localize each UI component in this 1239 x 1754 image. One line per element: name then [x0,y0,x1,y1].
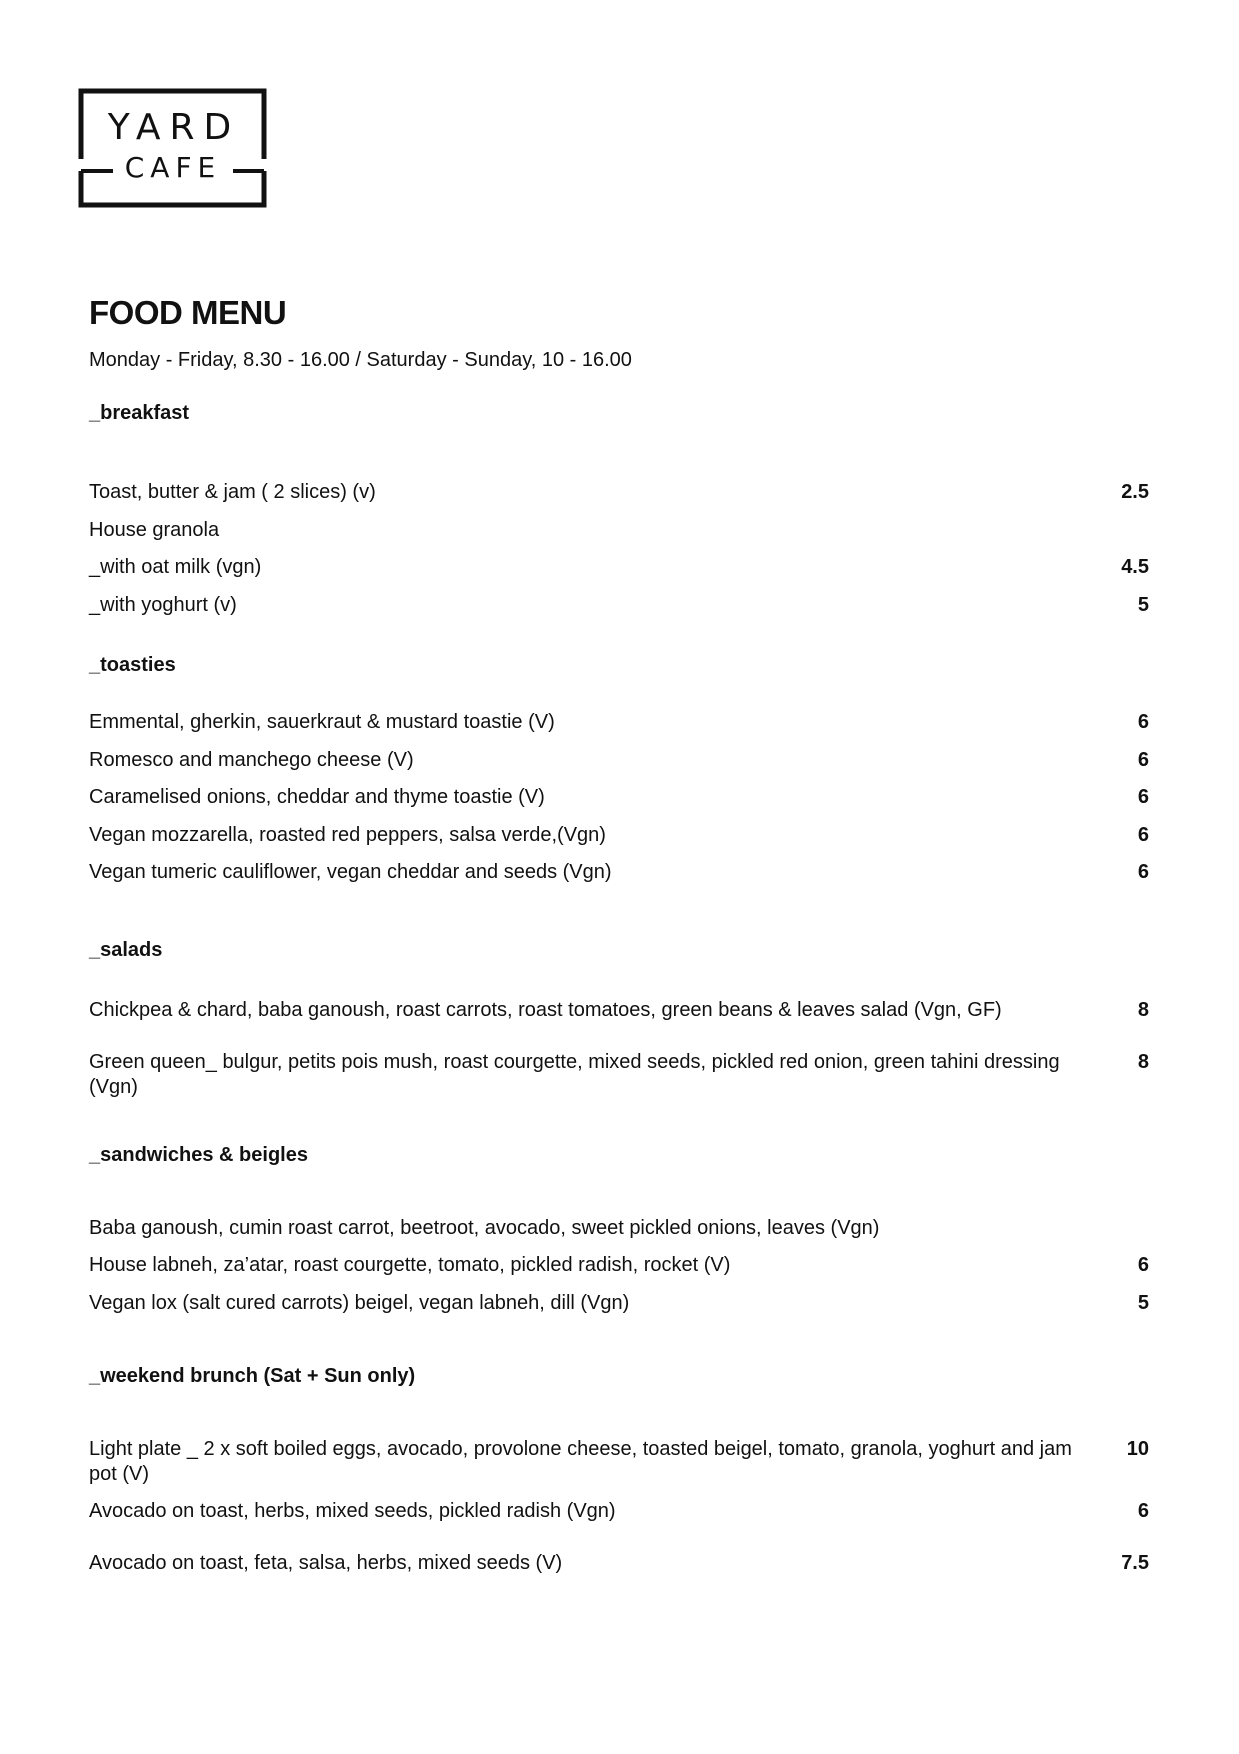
menu-item [89,1437,1149,1487]
yard-cafe-logo [77,86,269,210]
item-name: House labneh, za’atar, roast courgette, tomato, pickled radish, rocket (V) [89,1254,731,1276]
item-name: Vegan mozzarella, roasted red peppers, salsa verde,(Vgn) [89,824,606,846]
menu-item [89,823,1149,848]
menu-item [89,1253,1149,1278]
item-name: Light plate _ 2 x soft boiled eggs, avocado, provolone cheese, toasted beigel, tomato, granola, yoghurt and jam pot (V) [89,1438,1072,1485]
item-name: Vegan lox (salt cured carrots) beigel, vegan labneh, dill (Vgn) [89,1292,630,1314]
item-name: Vegan tumeric cauliflower, vegan cheddar and seeds (Vgn) [89,861,612,883]
menu-item [89,1291,1149,1316]
item-price: 4.5 [1121,556,1149,578]
item-name: Caramelised onions, cheddar and thyme toastie (V) [89,786,545,808]
item-name: Chickpea & chard, baba ganoush, roast carrots, roast tomatoes, green beans & leaves salad (Vgn, GF) [89,999,1002,1021]
section-heading-salads: _salads [89,939,163,961]
item-price: 5 [1137,1292,1149,1314]
section-heading-breakfast: _breakfast [89,402,190,424]
item-price: 6 [1137,861,1149,883]
menu-item [89,860,1149,885]
opening-hours: Monday - Friday, 8.30 - 16.00 / Saturday - Sunday, 10 - 16.00 [89,349,632,371]
item-name: Toast, butter & jam ( 2 slices) (v) [89,481,376,503]
item-price: 7.5 [1121,1552,1149,1574]
item-name: Avocado on toast, feta, salsa, herbs, mixed seeds (V) [89,1552,563,1574]
menu-item [89,480,1149,505]
item-price: 6 [1137,786,1149,808]
menu-item [89,1499,1149,1524]
item-price: 8 [1137,999,1149,1021]
section-heading-brunch: _weekend brunch (Sat + Sun only) [89,1365,416,1387]
item-name: House granola [89,519,220,541]
section-heading-sandwiches: _sandwiches & beigles [89,1144,308,1166]
item-price: 6 [1137,711,1149,733]
item-name: Baba ganoush, cumin roast carrot, beetroot, avocado, sweet pickled onions, leaves (Vgn) [89,1217,880,1239]
item-name: _with yoghurt (v) [89,594,237,616]
menu-item [89,518,1149,543]
menu-item [89,710,1149,735]
item-price: 6 [1137,1500,1149,1522]
item-name: Green queen_ bulgur, petits pois mush, roast courgette, mixed seeds, pickled red onion, green tahini dressing (Vgn) [89,1051,1060,1098]
menu-item [89,785,1149,810]
item-price: 6 [1137,749,1149,771]
menu-item [89,748,1149,773]
item-price: 8 [1137,1051,1149,1073]
item-name: Emmental, gherkin, sauerkraut & mustard toastie (V) [89,711,555,733]
section-heading-toasties: _toasties [89,654,176,676]
menu-item [89,1050,1149,1100]
menu-item [89,593,1149,618]
item-name: _with oat milk (vgn) [89,556,262,578]
page-title: FOOD MENU [89,294,287,331]
menu-item [89,998,1149,1023]
svg-text:YARD: YARD [107,107,241,148]
item-price: 2.5 [1121,481,1149,503]
item-price: 6 [1137,1254,1149,1276]
svg-text:CAFE: CAFE [124,151,222,184]
item-price: 10 [1126,1438,1149,1460]
item-name: Romesco and manchego cheese (V) [89,749,414,771]
menu-item [89,1216,1149,1241]
item-price: 6 [1137,824,1149,846]
item-name: Avocado on toast, herbs, mixed seeds, pickled radish (Vgn) [89,1500,616,1522]
item-price: 5 [1137,594,1149,616]
menu-item [89,555,1149,580]
menu-item [89,1551,1149,1576]
